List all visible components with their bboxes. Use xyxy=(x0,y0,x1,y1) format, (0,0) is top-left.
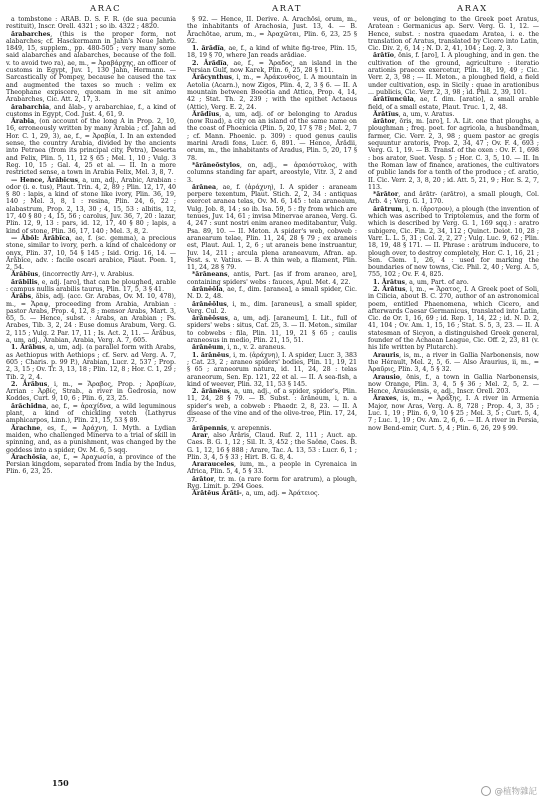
entry-text: ăbis, adj. (acc. Gr. Arabas, Ov. M. 10, 478), m., = Ἄραψ, proceeding from Arabia, Arabian : pastor Arabs, Prop. 4, 12, 8 ; mensor Arabs, Mart. 3, 65, 5. — Hence, subst. : Arabs, an Arabian ; Ps. Arabes, Tib. 3, 2, 24 : Euse domus Arabum, Verg. G. 2, 115 ; Vulg. 2 Par. 17, 11 ; Is. Act. 2, 11. — Ărăbus, a, um, adj., Arabian, Arabia, Verg. A. 7, 605. xyxy=(6,293,176,345)
entry-headword: ărātĭuncŭla xyxy=(373,96,414,104)
dictionary-entry: 2. ărānĕus, a, um, adj., of a spider, spider's, Plin. 11, 24, 28 § 79. — B. Subst. : ărāneum, i, n. a spider's web, a cobweb : Phaedr. 2, 8, 23. — II. A disease of the vine and of the olive-tree, Plin. 17, 24, 37. xyxy=(187,388,357,425)
entry-text: i, m. (ἀράχνη), I. A spider, Lucr. 3, 383 ; Cat. 23, 2 ; araneo spiders' bodies, Plin. 11, 19, 21 § 65 ; araneorum natura, id. 11, 24, 28 : telas araneorum, Sen. Ep. 121, 22 et al. — II. A sea-fish, a kind of weever, Plin. 32, 11, 53 § 145. xyxy=(187,351,357,388)
watermark xyxy=(481,785,537,797)
entry-text: i, n. (ἄροτρον), a plough (the invention of which was ascribed to Triptolemus, and the form of which is described by Verg. G. 1, 169 sqq.) : aratro subigere, Cic. Fin. 2, 34, 112 ; Quinct. Deiot. 10, 28 ; Varr. L. L. 5, 31 ; Col. 2, 2, 27 ; Vulg. Luc. 9, 62 ; Plin. 18, 19, 48 § 171. — II. Phrase : aratrum inducere, to plough over, to destroy completely, Hor. C. 1, 16, 21 ; Sen. Clem. 1, 26, 4 : used for marking the boundaries of new towns, Cic. Phil. 2, 40 ; Verg. A. 5, 755, 102 ; Ov. F. 4, 825. xyxy=(368,205,539,279)
entry-headword: ărātrum xyxy=(373,205,402,213)
entry-headword: *ărāneōstylos xyxy=(192,161,240,169)
entry-text: a, um, adj., Arabic, Arabian : odor (i. e. tus), Plaut. Trin. 4, 2, 89 ; Plin. 12, 17, 40 § 80 : lapis, a kind of stone like ivory, Plin. 36, 19, 140 ; Mel. 3, 8, 1 : resina, Plin. 24, 6, 22 ; alabastrum, Prop. 2, 13, 30 ; 4, 15, 53 : albitis, 12, 17, 40 § 80 ; 4, 15, 56 ; carolus, Juv. 36, 7, 20 : lazar, Plin. 12, 9, 13 : pars, id. 12, 17, 40 § 80 ; lapis, a kind of stone, Plin. 36, 17, 140 ; Mel. 3, 8, 2. xyxy=(6,176,176,235)
entry-headword: ărātor xyxy=(192,475,214,483)
entry-headword: Ărachne xyxy=(11,424,41,432)
entry-text: and ărātr- (arātro), a small plough, Col. Arb. 4 ; Verg. G. 1, 170. xyxy=(368,191,539,206)
entry-text: a, um, adj. of or belonging to Aradus (now Ruad), a city on an island of the same name on the coast of Phoenicia (Plin. 5, 20, 17 § 78 ; Mel. 2, 7 ; cf. Mann. Phoenic. p. 309) : quod genus caulis marini Aradi fons, Lucr. 6, 891. — Hence, Ărădii, orum, m., the inhabitants of Aradus, Plin. 5, 20, 17 § 78. xyxy=(187,110,357,162)
entry-text: a, um, Part. of aro. xyxy=(409,278,469,286)
dictionary-entry xyxy=(368,16,539,52)
entry-headword: *ărātor xyxy=(373,191,399,199)
entry-text: a, um, adj. [araneum], I. Lit., full of spiders' webs : situs, Cat. 25, 3. — II. Meton., similar to cobwebs : fila, Plin. 11, 19, 21 § 65 ; caulis araneosus in medio, Plin. 21, 15, 51. xyxy=(187,315,357,345)
entry-text: i, m., = Ἀράκυνθος, I. A mountain in Aetolia (Acarn.), now Zigos, Plin. 4, 2, 3 § 6. — II. A mountain between Boeotia and Attica, Prop. 4, 14, 42 ; Stat. Th. 2, 239 ; with the epithet Actaeus (Attic), Verg. E. 2, 24. xyxy=(187,74,357,111)
guide-word-right: ARAX xyxy=(457,4,488,14)
entry-headword: Ărăbĭus xyxy=(11,271,39,279)
dictionary-entry: ărātrum, i, n. (ἄροτρον), a plough (the invention of which was ascribed to Triptolemus, and the form of which is described by Verg. G. 1, 169 sqq.) : aratro subigere, Cic. Fin. 2, 34, 112 ; Quinct. Deiot. 10, 28 ; Varr. L. L. 5, 31 ; Col. 2, 2, 27 ; Vulg. Luc. 9, 62 ; Plin. 18, 19, 48 § 171. — II. Phrase : aratrum inducere, to plough over, to destroy completely, Hor. C. 1, 16, 21 ; Sen. Clem. 1, 26, 4 : used for marking the boundaries of new towns, Cic. Phil. 2, 40 ; Verg. A. 5, 755, 102 ; Ov. F. 4, 825. xyxy=(368,205,539,279)
dictionary-entry: ărānĕŏlus, i, m., dim. [araneus], a small spider, Verg. Cul. 2. xyxy=(187,300,357,315)
entry-headword: ărānĕŏla xyxy=(192,285,223,293)
guide-word-left: ARAC xyxy=(90,4,122,14)
entry-text: i, n., v. 2. araneus. xyxy=(227,344,286,352)
entry-text: veus, of or belonging to the Greek poet Aratus, Aratean : Germanicus ap. Serv. Verg. G. 1, 12. — Hence, subst. : nostra quaedam Aratea, i. e. the translation of Aratus, translated by Cicero into Latin, Cic. Div. 2, 6, 14 ; N. D. 2, 41, 104 ; Leg. 2, 3. xyxy=(368,16,539,53)
entry-headword: 1. ărānĕus xyxy=(192,351,230,359)
entry-headword: ărānĕŏlus xyxy=(192,300,227,308)
entry-headword: 1. ărădĭa xyxy=(192,45,224,53)
guide-word-middle: ARAT xyxy=(272,4,302,14)
dictionary-entry: ărăchĭdna, ae, f., = ἀραχίδνα, a wild leguminous plant, a kind of chickling vetch (Lathyrus amphicarpos, Linn.), Plin. 21, 15, 53 § 89. xyxy=(6,402,176,425)
entry-text: § 92. — Hence, II. Derive. A. Ărachōsi, orum, m., the inhabitants of Arachosia, Just. 13, 4. — B. Ărachōtae, arum, m., = Ἀραχῶται, Plin. 6, 23, 25 § 92. xyxy=(187,16,357,45)
entry-text: also Ărăris, Claud. Ruf. 2, 111 ; Auct. ap. Caes. B. G. 1, 12 ; Sil. It. 3, 452 ; the Saône, Caes. B. G. 1, 12, 16 § 888 ; Arare, Tac. A. 13, 53 : Lucr. 6, 1 ; Plin. 3, 4, 5 § 33 ; Hirt. B. G. 8, 4. xyxy=(187,431,357,461)
entry-text: tr. m. (a rare form for aratrum), a plough, Ryg. Limit. p. 294 Goes. xyxy=(187,475,357,490)
entry-text: (incorrectly Arr-), v. Arabius. xyxy=(42,271,135,279)
entry-headword: 2. ărānĕus xyxy=(192,388,230,396)
entry-headword: 1. Ărăbus xyxy=(11,344,45,352)
dictionary-entry: ărātĭuncŭla, ae, f. dim. [aratio], a small arable field, of a small estate, Plaut. Truc. 1, 2, 48. xyxy=(368,96,539,111)
entry-headword: ărānĕum xyxy=(192,344,224,352)
dictionary-entry: ărānea, ae, f. (ἀράχνη), I. A spider : araneam perpere texentum, Plaut. Stich. 2, 2, 34 : antiquas exercet aranea telas, Ov. M. 6, 145 : tela araneaum, Vulg. Job. 8, 14 ; so ib. Isa. 59, 5 : fly from which are tenues, Juv. 14, 61 ; invisa Minervae aranea, Verg. G. 4, 247 : sunt nostri enim araneo meditabantur, Vulg. Psa. 89, 10. — II. Meton. A spider's web, cobweb : aranearum telae, Plin. 11, 24, 28 § 79 ; ex araneis est, Plaut. Aul. 1, 2, 6 ; ut araneis bene instruantur, Juv. 14, 211 ; arcula plena araneavum, Afran. ap. Fest. s. v. Vatius. — B. A thin web, a filament, Plin. 11, 24, 28 § 79. xyxy=(187,183,357,272)
entry-headword: Ărăbs xyxy=(11,293,32,301)
entry-headword: Ărātĭus xyxy=(373,110,399,118)
dictionary-entry: Ărātēus Ărāti-, a, um, adj. = Ἀράτειος. xyxy=(192,490,320,498)
entry-headword: ărātĭo xyxy=(373,52,394,60)
column-2 xyxy=(187,16,357,774)
entry-headword: ărabarchia xyxy=(11,103,50,111)
dictionary-entry: Ărachne, es, f., = Ἀράχνη, I. Myth. a Lydian maiden, who challenged Minerva to a trial of skill in spinning, and, as a punishment, was changed by the goddess into a spider, Ov. M. 6, 5 sqq. xyxy=(6,424,176,454)
dictionary-entry: ărānĕum, i, n., v. 2. araneus. xyxy=(192,344,286,352)
entry-text: on, adj., = ἀραιόστυλος, with columns standing far apart, areostyle, Vitr. 3, 2 and 3. xyxy=(187,161,357,184)
entry-headword: 2. Ărăbus xyxy=(11,380,48,388)
entry-text: a, um, adj. = Ἀράτειος. xyxy=(245,490,320,498)
entry-text: ium, m., a people in Cyrenaica in Africa, Plin. 5, 4, 5 § 33. xyxy=(187,461,357,476)
dictionary-columns xyxy=(6,16,539,774)
dictionary-entry: ărānĕōsus, a, um, adj. [araneum], I. Lit., full of spiders' webs : situs, Cat. 25, 3. — II. Meton., similar to cobwebs : fila, Plin. 11, 19, 21 § 65 ; caulis araneosus in medio, Plin. 21, 15, 51. xyxy=(187,315,357,345)
entry-text: i, m., dim. [araneus], a small spider, Verg. Cul. 2. xyxy=(187,300,357,315)
entry-headword: — Ăbōl: Ărăbĭca xyxy=(11,234,70,242)
dictionary-entry: — Hence, Ărăbĭcus, a, um, adj., Arabic, Arabian : odor (i. e. tus), Plaut. Trin. 4, 2, 89 ; Plin. 12, 17, 40 § 80 : lapis, a kind of stone like ivory, Plin. 36, 19, 140 ; Mel. 3, 8, 1 : resina, Plin. 24, 6, 22 ; alabastrum, Prop. 2, 13, 30 ; 4, 15, 53 : albitis, 12, 17, 40 § 80 ; 4, 15, 56 ; carolus, Juv. 36, 7, 20 : lazar, Plin. 12, 9, 13 : pars, id. 12, 17, 40 § 80 ; lapis, a kind of stone, Plin. 36, 17, 140 ; Mel. 3, 8, 2. xyxy=(6,176,176,235)
entry-headword: ărăbĭlis xyxy=(11,278,38,286)
page-number: 150 xyxy=(52,778,69,788)
dictionary-entry: Ărachōsĭa, ae, f., = Ἀραχωσία, a province of the Persian kingdom, separated from India by the Indus, Plin. 6, 23, 25. xyxy=(6,453,176,476)
entry-text: ae, f., a kind of white fig-tree, Plin. 15, 18, 19 § 70, where Jan reads arădiae. xyxy=(187,45,357,60)
entry-headword: 1. Ărātus xyxy=(373,278,406,286)
dictionary-entry: ărăbĭlis, e, adj. [aro], that can be ploughed, arable : campus nullis arabilis taurus, Plin. 17, 5, 3 § 41. xyxy=(6,278,176,293)
entry-headword: Ărădĭus xyxy=(192,110,220,118)
entry-headword: Ăraxes xyxy=(373,395,397,403)
column-1 xyxy=(6,16,176,774)
entry-text: e, adj. [aro], that can be ploughed, arable : campus nullis arabilis taurus, Plin. 17, 5, 3 § 41. xyxy=(6,278,176,293)
entry-headword: Arar xyxy=(192,431,208,439)
dictionary-entry: ărātĭo, ōnis, f. [aro], I. A ploughing, and in gen. the cultivation of the ground, agriculture : iteratio arationis praecox exercetur, Plin. 18, 19, 49 ; Cic. Verr. 2, 3, 98 ; — II. Meton., a ploughed field, a field under cultivation, esp. in Sicily : quae in arationibus ... publicis, Cic. Verr. 2, 3, 98 ; id. Phil. 2, 39, 101. xyxy=(368,52,539,96)
dictionary-entry: ărātor, tr. m. (a rare form for aratrum), a plough, Ryg. Limit. p. 294 Goes. xyxy=(187,475,357,490)
dictionary-entry: *ărātor, and ărātr- (arātro), a small plough, Col. Arb. 4 ; Verg. G. 1, 170. xyxy=(368,191,539,206)
entry-headword: Ărachōsĭa xyxy=(11,453,46,461)
dictionary-entry: 1. ărădĭa, ae, f., a kind of white fig-tree, Plin. 15, 18, 19 § 70, where Jan reads arădiae. xyxy=(187,45,357,60)
dictionary-entry xyxy=(6,16,176,31)
entry-text: antis, Part. [as if from araneo, are], containing spiders' webs : fauces, Apul. Met. 4, 22. xyxy=(187,271,357,286)
entry-text: ae, f. (ἀράχνη), I. A spider : araneam perpere texentum, Plaut. Stich. 2, 2, 34 : antiquas exercet aranea telas, Ov. M. 6, 145 : tela araneaum, Vulg. Job. 8, 14 ; so ib. Isa. 59, 5 : fly from which are tenues, Juv. 14, 61 ; invisa Minervae aranea, Verg. G. 4, 247 : sunt nostri enim araneo meditabantur, Vulg. Psa. 89, 10. — II. Meton. A spider's web, cobweb : aranearum telae, Plin. 11, 24, 28 § 79 ; ex araneis est, Plaut. Aul. 1, 2, 6 ; ut araneis bene instruantur, Juv. 14, 211 ; arcula plena araneavum, Afran. ap. Fest. s. v. Vatius. — B. A thin web, a filament, Plin. 11, 24, 28 § 79. xyxy=(187,183,357,272)
entry-headword: Ărātēus Ărāti- xyxy=(192,490,242,498)
entry-text: ae, f., = Ἀραχωσία, a province of the Persian kingdom, separated from India by the Indus, Plin. 6, 23, 25. xyxy=(6,453,176,476)
dictionary-entry: Arausio, ōnis, f., a town in Gallia Narbonensis, now Orange, Plin. 3, 4, 5 § 36 ; Mel. 2, 5, 2. — Hence, Ărausĭensis, e, adj., Inscr. Orell. 203. xyxy=(368,373,539,396)
entry-text: v. arepennis. xyxy=(231,424,272,432)
entry-text: (this is the proper form, not alabarches; cf. Hasckermann in Jahn's Neue Jahrb. 1849, 15, supplem., pp. 480-505 ; very many some said alabarches and alabarches, because of the foll. v. to avoid two ra), ae, m., = Ἀραβάρχης, an officer of customs in Egypt, Juv. 1, 130 Jahn, Hermann. — Sarcastically of Pompey, because he caused the tax and augmented the taxes so much : velim ex Theophane expiscere, quonam in me sit animo Arabarches, Cic. Att. 2, 17, 3. xyxy=(6,30,176,104)
dictionary-entry: Arar, also Ărăris, Claud. Ruf. 2, 111 ; Auct. ap. Caes. B. G. 1, 12 ; Sil. It. 3, 452 ; the Saône, Caes. B. G. 1, 12, 16 § 888 ; Arare, Tac. A. 13, 53 : Lucr. 6, 1 ; Plin. 3, 4, 5 § 33 ; Hirt. B. G. 8, 4. xyxy=(187,431,357,461)
dictionary-entry xyxy=(187,16,357,45)
guide-words xyxy=(0,4,545,16)
entry-headword: — Hence, Ărăbĭcus xyxy=(11,176,79,184)
entry-headword: Ărabia xyxy=(11,118,35,126)
entry-text: a, um, adj. (a parallel form with Arabs, as Aethiopus with Aethiops ; cf. Serv. ad Verg. A. 7, 605 ; Charis. p. 99 P.), Arabian, Lucr. 2, 537 ; Prop. 2, 3, 15 ; Ov. Tr. 3, 13, 18 ; Plin. 12, 8 ; Hor. C. 1, 29 ; Tib. 2, 2, 4. xyxy=(6,344,176,381)
dictionary-entry: — Ăbōl: Ărăbĭca, ae, f. (sc. gemma), a precious stone, similar to ivory, perh. a kind of chalcedony or onyx, Plin. 37, 10, 54 § 145 ; Isid. Orig. 16, 14. — Ărăbĭce, adv. : facile oscari arabice, Plaut. Poen. 1, 2, 54. xyxy=(6,234,176,272)
dictionary-entry: *ărāneōstylos, on, adj., = ἀραιόστυλος, with columns standing far apart, areostyle, Vitr. 3, 2 and 3. xyxy=(187,161,357,184)
entry-headword: ărātor xyxy=(373,118,395,126)
entry-headword: *ărāneans xyxy=(192,271,228,279)
dictionary-entry: Ărăbs, ăbis, adj. (acc. Gr. Arabas, Ov. M. 10, 478), m., = Ἄραψ, proceeding from Arabia, Arabian : pastor Arabs, Prop. 4, 12, 8 ; mensor Arabs, Mart. 3, 65, 5. — Hence, subst. : Arabs, an Arabian ; Ps. Arabes, Tib. 3, 2, 24 : Euse domus Arabum, Verg. G. 2, 115 ; Vulg. 2 Par. 17, 11 ; Is. Act. 2, 11. — Ărăbus, a, um, adj., Arabian, Arabia, Verg. A. 7, 605. xyxy=(6,293,176,345)
column-3 xyxy=(368,16,539,774)
dictionary-entry: 1. Ărātus, a, um, Part. of aro. xyxy=(373,278,469,286)
entry-text: ōris, m. [aro], I. A. Lit. one that ploughs, a ploughman ; freq. poet. for agricola, a husbandman, farmer, Cic. Verr. 2, 3, 98 ; quem pastor ac gregis sequuntur aratoris, Prop. 2, 34, 47 ; Ov. F. 4, 693 ; Verg. G. 1, 19. — B. Transf. of the oxen : Ov. F. 1, 698 : bos arator, Suet. Vesp. 5 ; Hor. C. 3, 5, 10. — II. In the Roman law of finance, arationes, the cultivators of public lands for a tenth of the produce ; cf. aratio, II. Cic. Verr. 2, 3, 8, 20 ; id. Att. 5, 21, 9 ; Hor. S. 2, 7, 113. xyxy=(368,118,539,191)
entry-text: is, m., a river in Gallia Narbonensis, now the Hérault, Mel. 2, 5, 6. — Also Ăraurius, ii, m., = Ἀραῦρις, Plin. 3, 4, 5 § 32. xyxy=(368,351,539,374)
dictionary-entry: ărātor, ōris, m. [aro], I. A. Lit. one that ploughs, a ploughman ; freq. poet. for agricola, a husbandman, farmer, Cic. Verr. 2, 3, 98 ; quem pastor ac gregis sequuntur aratoris, Prop. 2, 34, 47 ; Ov. F. 4, 693 ; Verg. G. 1, 19. — B. Transf. of the oxen : Ov. F. 1, 698 : bos arator, Suet. Vesp. 5 ; Hor. C. 3, 5, 10. — II. In the Roman law of finance, arationes, the cultivators of public lands for a tenth of the produce ; cf. aratio, II. Cic. Verr. 2, 3, 8, 20 ; id. Att. 5, 21, 9 ; Hor. S. 2, 7, 113. xyxy=(368,118,539,191)
entry-text: es, f., = Ἀράχνη, I. Myth. a Lydian maiden, who challenged Minerva to a trial of skill in spinning, and, as a punishment, was changed by the goddess into a spider, Ov. M. 6, 5 sqq. xyxy=(6,424,176,454)
dictionary-entry: ărăpennis, v. arepennis. xyxy=(192,424,272,432)
watermark-text: @植物雜記 xyxy=(494,787,537,797)
dictionary-entry: ărabarches, (this is the proper form, not alabarches; cf. Hasckermann in Jahn's Neue Jahrb. 1849, 15, supplem., pp. 480-505 ; very many some said alabarches and alabarches, because of the foll. v. to avoid two ra), ae, m., = Ἀραβάρχης, an officer of customs in Egypt, Juv. 1, 130 Jahn, Hermann. — Sarcastically of Pompey, because he caused the tax and augmented the taxes so much : velim ex Theophane expiscere, quonam in me sit animo Arabarches, Cic. Att. 2, 17, 3. xyxy=(6,30,176,104)
dictionary-entry: Ărăbĭus, (incorrectly Arr-), v. Arabius. xyxy=(11,271,135,279)
dictionary-entry: Ărădĭus, a, um, adj. of or belonging to Aradus (now Ruad), a city on an island of the same name on the coast of Phoenicia (Plin. 5, 20, 17 § 78 ; Mel. 2, 7 ; cf. Mann. Phoenic. p. 309) : quod genus caulis marini Aradi fons, Lucr. 6, 891. — Hence, Ărădii, orum, m., the inhabitants of Aradus, Plin. 5, 20, 17 § 78. xyxy=(187,110,357,162)
dictionary-entry: *ărāneans, antis, Part. [as if from araneo, are], containing spiders' webs : fauces, Apul. Met. 4, 22. xyxy=(187,271,357,286)
entry-headword: Arausio xyxy=(373,373,400,381)
entry-text: ae, f., dim. [aranea], a small spider, Cic. N. D. 2, 48. xyxy=(187,285,357,301)
dictionary-entry: 2. Ărădĭa, ae, f., = Ἄραδος, an island in the Persian Gulf, now Karek, Plin. 6, 25, 28 § 111. xyxy=(187,59,357,75)
entry-text: a, um, v. Aratus. xyxy=(402,110,455,118)
dictionary-entry: Ăraxes, is, m., = Ἀράξης, I. A river in Armenia Major, now Aras, Verg. A. 8, 728 ; Prop. 4, 3, 35 ; Luc. 1, 19 ; Plin. 6, 9, 10 § 25 ; Mel. 3, 5 ; Curt. 5, 4, 7 ; Luc. 1, 19 ; Ov. Am. 2, 6, 6. — II. A river in Persia, now Bend-emir, Curt. 5, 4 ; Plin. 6, 26, 29 § 99. xyxy=(368,395,539,432)
entry-text: ae, f., = ἀραχίδνα, a wild leguminous plant, a kind of chickling vetch (Lathyrus amphicarpos, Linn.), Plin. 21, 15, 53 § 89. xyxy=(6,402,176,425)
entry-text: ōnis, f. [aro], I. A ploughing, and in gen. the cultivation of the ground, agriculture : iteratio arationis praecox exercetur, Plin. 18, 19, 49 ; Cic. Verr. 2, 3, 98 ; — II. Meton., a ploughed field, a field under cultivation, esp. in Sicily : quae in arationibus ... publicis, Cic. Verr. 2, 3, 98 ; id. Phil. 2, 39, 101. xyxy=(368,52,539,96)
entry-headword: Ararauceles xyxy=(192,461,235,469)
entry-text: is, m., = Ἀράξης, I. A river in Armenia Major, now Aras, Verg. A. 8, 728 ; Prop. 4, 3, 35 ; Luc. 1, 19 ; Plin. 6, 9, 10 § 25 ; Mel. 3, 5 ; Curt. 5, 4, 7 ; Luc. 1, 19 ; Ov. Am. 2, 6, 6. — II. A river in Persia, now Bend-emir, Curt. 5, 4 ; Plin. 6, 26, 29 § 99. xyxy=(368,395,539,432)
dictionary-entry: Ărabia, (on account of the long A in Prop. 2, 10, 16, erroneously written by many Arabia ; cf. Jahn ad Hor. C. 1, 29, 3), ae, f., = Ἀραβία, I. In an extended sense, the country Arabia, divided by the ancients into Petraea (from its principal city, Petra), Deserta and Felix, Plin. 5, 11, 12 § 65 ; Mel. 1, 10 ; Vulg. 3 Reg. 10, 15 ; Gal. 4, 25 et al. — II. In a more restricted sense, a town in Arabia Felix, Mel. 3, 8, 7. xyxy=(6,118,176,177)
dictionary-entry: 2. Ărăbus, i, m., = Ἄραβος, Prop. ; Ἀραβίων, Arrian : Ἀρβίς, Strab., a river in Gedrosia, now Koddes, Curt. 9, 10, 6 ; Plin. 6, 23, 25. xyxy=(6,380,176,403)
entry-text: i, m., = Ἄραβος, Prop. ; Ἀραβίων, Arrian : Ἀρβίς, Strab., a river in Gedrosia, now Koddes, Curt. 9, 10, 6 ; Plin. 6, 23, 25. xyxy=(6,380,176,403)
entry-text: a tombstone : ARAB. D. S. F. R. (de sua pecunia restituit), Inscr. Orell. 4321 ; so ib. 4322 ; 4820. xyxy=(6,16,176,31)
entry-text: (on account of the long A in Prop. 2, 10, 16, erroneously written by many Arabia ; cf. Jahn ad Hor. C. 1, 29, 3), ae, f., = Ἀραβία, I. In an extended sense, the country Arabia, divided by the ancients into Petraea (from its principal city, Petra), Deserta and Felix, Plin. 5, 11, 12 § 65 ; Mel. 1, 10 ; Vulg. 3 Reg. 10, 15 ; Gal. 4, 25 et al. — II. In a more restricted sense, a town in Arabia Felix, Mel. 3, 8, 7. xyxy=(6,118,176,177)
entry-text: ae, f. dim. [aratio], a small arable field, of a small estate, Plaut. Truc. 1, 2, 48. xyxy=(368,96,539,111)
entry-text: and ălab-, y arabarchiae, f., a kind of customs in Egypt, Cod. Just. 4, 61, 9. xyxy=(6,103,176,118)
entry-headword: ărānea xyxy=(192,183,217,191)
entry-headword: Ărăcynthus xyxy=(192,74,232,82)
dictionary-entry: ărabarchia, and ălab-, y arabarchiae, f., a kind of customs in Egypt, Cod. Just. 4, 61, 9. xyxy=(6,103,176,118)
dictionary-entry: Ararauceles, ium, m., a people in Cyrenaica in Africa, Plin. 5, 4, 5 § 33. xyxy=(187,461,357,476)
entry-text: ae, f., = Ἄραδος, an island in the Persian Gulf, now Karek, Plin. 6, 25, 28 § 111. xyxy=(187,59,357,75)
entry-text: i, m., = Ἄρατος, I. A Greek poet of Soli, in Cilicia, about B. C. 270, author of an astronomical poem, entitled Phaenomena, which Cicero, and afterwards Caesar Germanicus, translated into Latin, Cic. de Or. 1, 16, 69 ; id. Rep. 1, 14, 22 ; id. N. D. 2, 41, 104 ; Ov. Am. 1, 15, 16 ; Stat. S. 5, 3, 23. — II. A statesman of Sicyon, a distinguished Greek general, founder of the Achaean League, Cic. Off. 2, 23, 81 (v. his life written by Plutarch). xyxy=(368,285,539,352)
entry-headword: ărăchĭdna xyxy=(11,402,47,410)
entry-headword: 2. Ărădĭa xyxy=(192,59,227,67)
entry-headword: Arauris xyxy=(373,351,400,359)
entry-text: ae, f. (sc. gemma), a precious stone, similar to ivory, perh. a kind of chalcedony or onyx, Plin. 37, 10, 54 § 145 ; Isid. Orig. 16, 14. — Ărăbĭce, adv. : facile oscari arabice, Plaut. Poen. 1, 2, 54. xyxy=(6,234,176,272)
dictionary-entry: 1. Ărăbus, a, um, adj. (a parallel form with Arabs, as Aethiopus with Aethiops ; cf. Serv. ad Verg. A. 7, 605 ; Charis. p. 99 P.), Arabian, Lucr. 2, 537 ; Prop. 2, 3, 15 ; Ov. Tr. 3, 13, 18 ; Plin. 12, 8 ; Hor. C. 1, 29 ; Tib. 2, 2, 4. xyxy=(6,344,176,381)
entry-text: ōnis, f., a town in Gallia Narbonensis, now Orange, Plin. 3, 4, 5 § 36 ; Mel. 2, 5, 2. — Hence, Ărausĭensis, e, adj., Inscr. Orell. 203. xyxy=(368,373,539,396)
platform-logo-icon xyxy=(481,786,491,796)
dictionary-entry: Ărăcynthus, i, m., = Ἀράκυνθος, I. A mountain in Aetolia (Acarn.), now Zigos, Plin. 4, 2, 3 § 6. — II. A mountain between Boeotia and Attica, Prop. 4, 14, 42 ; Stat. Th. 2, 239 ; with the epithet Actaeus (Attic), Verg. E. 2, 24. xyxy=(187,74,357,111)
entry-headword: ărăpennis xyxy=(192,424,227,432)
entry-text: a, um, adj., of a spider, spider's, Plin. 11, 24, 28 § 79. — B. Subst. : ărāneum, i, n. a spider's web, a cobweb : Phaedr. 2, 8, 23. — II. A disease of the vine and of the olive-tree, Plin. 17, 24, 37. xyxy=(187,388,357,425)
dictionary-entry: ărānĕŏla, ae, f., dim. [aranea], a small spider, Cic. N. D. 2, 48. xyxy=(187,285,357,301)
dictionary-entry: Arauris, is, m., a river in Gallia Narbonensis, now the Hérault, Mel. 2, 5, 6. — Also Ăraurius, ii, m., = Ἀραῦρις, Plin. 3, 4, 5 § 32. xyxy=(368,351,539,374)
entry-headword: 2. Ărātus xyxy=(373,285,406,293)
entry-headword: ărānĕōsus xyxy=(192,315,228,323)
dictionary-entry: Ărātĭus, a, um, v. Aratus. xyxy=(373,110,455,118)
dictionary-entry: 2. Ărātus, i, m., = Ἄρατος, I. A Greek poet of Soli, in Cilicia, about B. C. 270, author of an astronomical poem, entitled Phaenomena, which Cicero, and afterwards Caesar Germanicus, translated into Latin, Cic. de Or. 1, 16, 69 ; id. Rep. 1, 14, 22 ; id. N. D. 2, 41, 104 ; Ov. Am. 1, 15, 16 ; Stat. S. 5, 3, 23. — II. A statesman of Sicyon, a distinguished Greek general, founder of the Achaean League, Cic. Off. 2, 23, 81 (v. his life written by Plutarch). xyxy=(368,285,539,352)
entry-headword: ărabarches xyxy=(11,30,51,38)
dictionary-entry: 1. ărānĕus, i, m. (ἀράχνη), I. A spider, Lucr. 3, 383 ; Cat. 23, 2 ; araneo spiders' bodies, Plin. 11, 19, 21 § 65 ; araneorum natura, id. 11, 24, 28 : telas araneorum, Sen. Ep. 121, 22 et al. — II. A sea-fish, a kind of weever, Plin. 32, 11, 53 § 145. xyxy=(187,351,357,388)
